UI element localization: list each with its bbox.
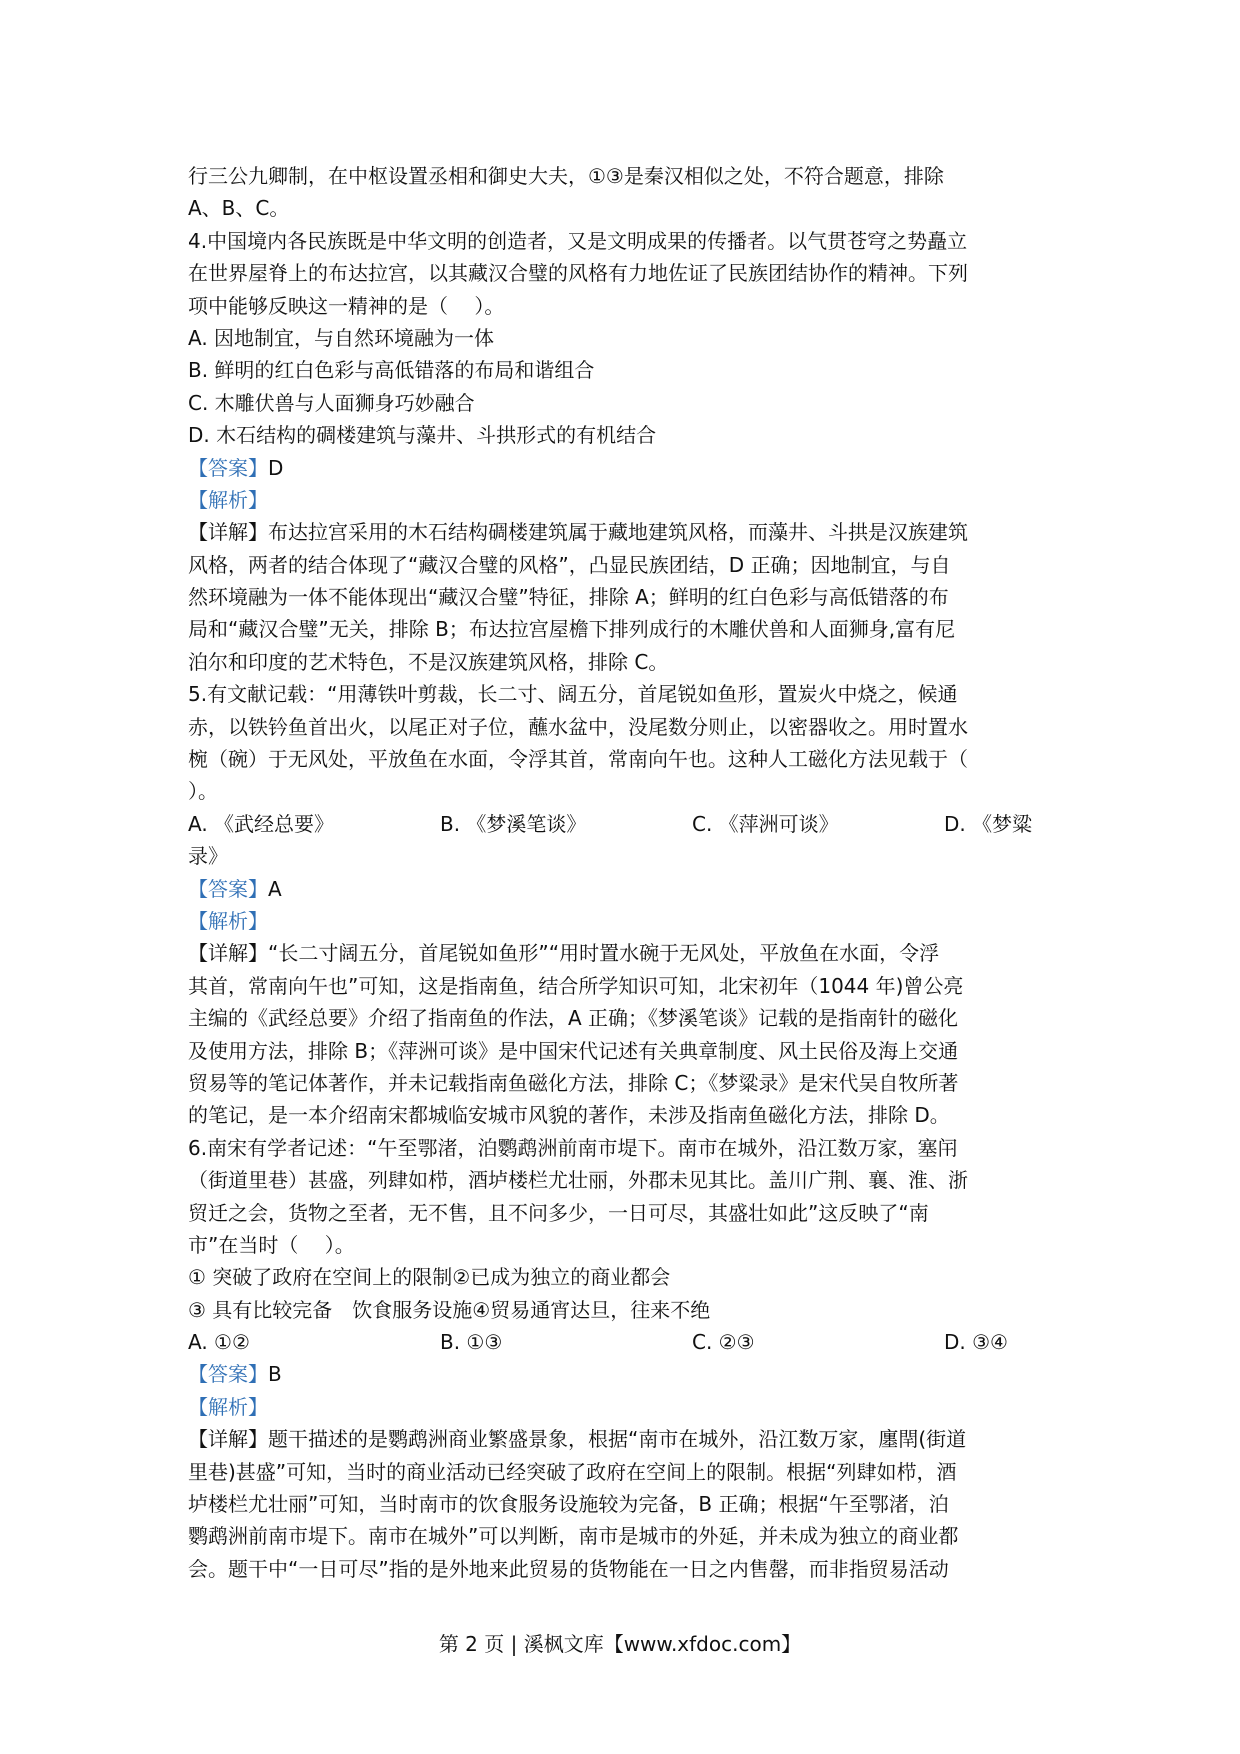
option-b: B. 《梦溪笔谈》 bbox=[440, 811, 587, 836]
option-a: A. 因地制宜，与自然环境融为一体 bbox=[188, 325, 495, 350]
answer-label: 【答案】 bbox=[188, 455, 268, 480]
analysis-label: 【解析】 bbox=[188, 908, 268, 933]
question-6 bbox=[188, 1132, 1063, 1585]
answer-value: D bbox=[268, 455, 284, 480]
detail-line: 泊尔和印度的艺术特色，不是汉族建筑风格，排除 C。 bbox=[188, 649, 669, 674]
question-stem: 赤，以铁钤鱼首出火，以尾正对子位，蘸水盆中，没尾数分则止，以密器收之。用时置水 bbox=[188, 714, 968, 739]
option-d-wrap: 录》 bbox=[188, 844, 228, 869]
question-4 bbox=[188, 225, 1063, 678]
detail-line: 【详解】题干描述的是鹦鹉洲商业繁盛景象，根据“南市在城外，沿江数万家，廛閈(街道 bbox=[188, 1427, 967, 1452]
page-footer: 第 2 页 | 溪枫文库【www.xfdoc.com】 bbox=[438, 1632, 802, 1656]
question-stem: 贸迁之会，货物之至者，无不售，且不问多少，一日可尽，其盛壮如此”这反映了“南 bbox=[188, 1200, 929, 1225]
question-stem: 项中能够反映这一精神的是（ ）。 bbox=[188, 293, 505, 318]
option-c: C. ②③ bbox=[692, 1330, 755, 1355]
analysis-label: 【解析】 bbox=[188, 487, 268, 512]
detail-line: 及使用方法，排除 B；《萍洲可谈》是中国宋代记述有关典章制度、风土民俗及海上交通 bbox=[188, 1038, 959, 1063]
option-a: A. 《武经总要》 bbox=[188, 811, 335, 836]
question-stem: 5.有文献记载：“用薄铁叶剪裁，长二寸、阔五分，首尾锐如鱼形，置炭火中烧之，候通 bbox=[188, 682, 958, 707]
detail-line: 【详解】布达拉宫采用的木石结构碉楼建筑属于藏地建筑风格，而藻井、斗拱是汉族建筑 bbox=[188, 520, 968, 545]
detail-line: 主编的《武经总要》介绍了指南鱼的作法，A 正确；《梦溪笔谈》记载的是指南针的磁化 bbox=[188, 1006, 959, 1031]
detail-line: 局和“藏汉合璧”无关，排除 B；布达拉宫屋檐下排列成行的木雕伏兽和人面狮身,富有尼 bbox=[188, 617, 956, 642]
answer-line bbox=[188, 452, 1063, 484]
option-c: C. 《萍洲可谈》 bbox=[692, 811, 839, 836]
answer-label: 【答案】 bbox=[188, 1362, 268, 1387]
question-stem: 6.南宋有学者记述：“午至鄂渚，泊鹦鹉洲前南市堤下。南市在城外，沿江数万家，塞闬 bbox=[188, 1135, 958, 1160]
option-d: D. 木石结构的碉楼建筑与藻井、斗拱形式的有机结合 bbox=[188, 423, 657, 448]
text-line: 行三公九卿制，在中枢设置丞相和御史大夫，①③是秦汉相似之处，不符合题意，排除 bbox=[188, 164, 944, 188]
options-row bbox=[188, 1326, 1063, 1358]
question-stem: （街道里巷）甚盛，列肆如栉，酒垆楼栏尤壮丽，外郡未见其比。盖川广荆、襄、淮、浙 bbox=[188, 1168, 968, 1193]
detail-line: 贸易等的笔记体著作，并未记载指南鱼磁化方法，排除 C；《梦粱录》是宋代吴自牧所著 bbox=[188, 1070, 959, 1095]
statement-line: ① 突破了政府在空间上的限制②已成为独立的商业都会 bbox=[188, 1265, 671, 1290]
question-stem: 市”在当时（ ）。 bbox=[188, 1232, 355, 1257]
answer-label: 【答案】 bbox=[188, 876, 268, 901]
answer-line bbox=[188, 873, 1063, 905]
analysis-label: 【解析】 bbox=[188, 1394, 268, 1419]
option-a: A. ①② bbox=[188, 1330, 250, 1355]
document-body bbox=[188, 160, 1063, 1585]
question-5 bbox=[188, 678, 1063, 1131]
option-b: B. 鲜明的红白色彩与高低错落的布局和谐组合 bbox=[188, 358, 595, 383]
detail-line: 然环境融为一体不能体现出“藏汉合璧”特征，排除 A；鲜明的红白色彩与高低错落的布 bbox=[188, 585, 949, 610]
detail-line: 里巷)甚盛”可知，当时的商业活动已经突破了政府在空间上的限制。根据“列肆如栉，酒 bbox=[188, 1459, 957, 1484]
answer-value: A bbox=[268, 876, 282, 901]
answer-value: B bbox=[268, 1362, 282, 1387]
question-stem: 在世界屋脊上的布达拉宫，以其藏汉合璧的风格有力地佐证了民族团结协作的精神。下列 bbox=[188, 261, 968, 286]
detail-line: 其首，常南向午也”可知，这是指南鱼，结合所学知识可知，北宋初年（1044 年)曾公亮 bbox=[188, 973, 964, 998]
detail-line: 垆楼栏尤壮丽”可知，当时南市的饮食服务设施较为完备，B 正确；根据“午至鄂渚，泊 bbox=[188, 1492, 949, 1517]
option-b: B. ①③ bbox=[440, 1330, 503, 1355]
question-stem: 4.中国境内各民族既是中华文明的创造者，又是文明成果的传播者。以气贯苍穹之势矗立 bbox=[188, 228, 968, 253]
statement-line: ③ 具有比较完备 饮食服务设施④贸易通宵达旦，往来不绝 bbox=[188, 1297, 711, 1322]
detail-line: 【详解】“长二寸阔五分，首尾锐如鱼形”“用时置水碗于无风处，平放鱼在水面，令浮 bbox=[188, 941, 940, 966]
question-stem: 椀（碗）于无风处，平放鱼在水面，令浮其首，常南向午也。这种人工磁化方法见载于（ bbox=[188, 747, 968, 772]
option-d: D. ③④ bbox=[944, 1330, 1008, 1355]
option-d: D. 《梦粱 bbox=[944, 811, 1033, 836]
detail-line: 风格，两者的结合体现了“藏汉合璧的风格”，凸显民族团结，D 正确；因地制宜，与自 bbox=[188, 552, 951, 577]
detail-line: 的笔记，是一本介绍南宋都城临安城市风貌的著作，未涉及指南鱼磁化方法，排除 D。 bbox=[188, 1103, 950, 1128]
option-c: C. 木雕伏兽与人面狮身巧妙融合 bbox=[188, 390, 475, 415]
text-line: A、B、C。 bbox=[188, 196, 290, 221]
detail-line: 会。题干中“一日可尽”指的是外地来此贸易的货物能在一日之内售罄，而非指贸易活动 bbox=[188, 1556, 949, 1581]
options-row bbox=[188, 808, 1063, 840]
question-stem: ）。 bbox=[188, 779, 218, 804]
detail-line: 鹦鹉洲前南市堤下。南市在城外”可以判断，南市是城市的外延，并未成为独立的商业都 bbox=[188, 1524, 959, 1549]
answer-line bbox=[188, 1358, 1063, 1390]
